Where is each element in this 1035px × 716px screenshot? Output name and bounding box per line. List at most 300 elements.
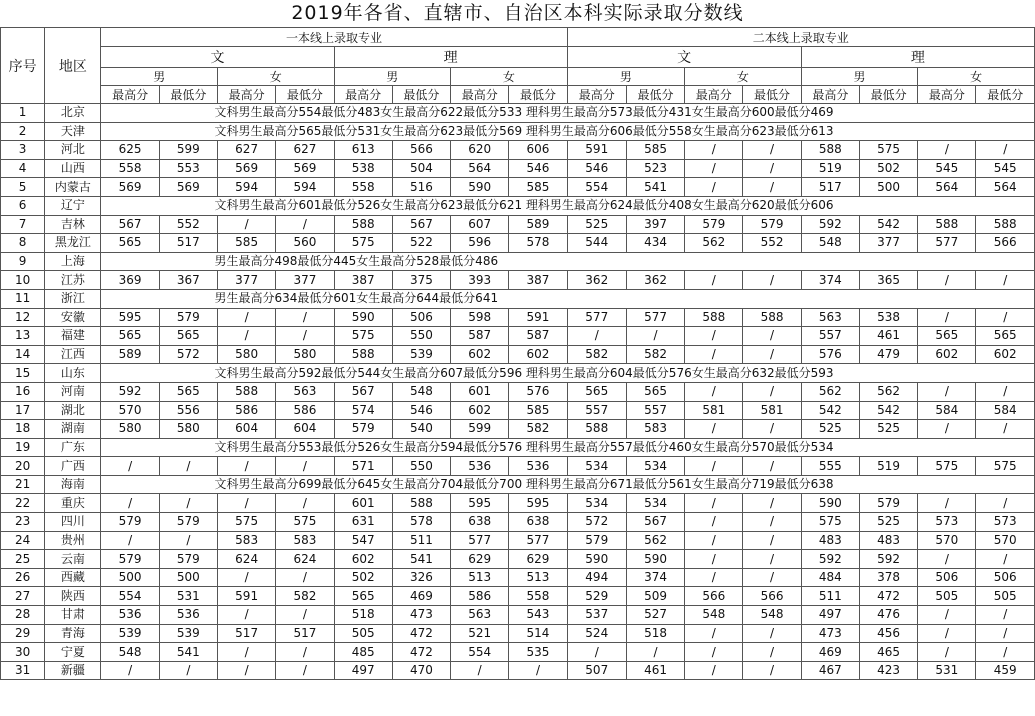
score-cell: 518 bbox=[334, 606, 392, 625]
score-cell: 525 bbox=[801, 420, 859, 439]
score-cell: 548 bbox=[101, 643, 159, 662]
score-cell: / bbox=[743, 494, 801, 513]
header-male: 男 bbox=[101, 68, 218, 86]
table-row bbox=[1, 234, 1035, 253]
score-cell: 367 bbox=[159, 271, 217, 290]
score-cell: 502 bbox=[334, 568, 392, 587]
region-name: 北京 bbox=[45, 104, 101, 123]
score-cell: / bbox=[918, 643, 976, 662]
row-number: 4 bbox=[1, 159, 45, 178]
score-cell: 525 bbox=[859, 513, 917, 532]
score-cell: 627 bbox=[276, 141, 334, 160]
score-cell: 572 bbox=[159, 345, 217, 364]
score-cell: / bbox=[918, 420, 976, 439]
score-cell: 569 bbox=[218, 159, 276, 178]
score-cell: 375 bbox=[392, 271, 450, 290]
score-cell: 582 bbox=[626, 345, 684, 364]
score-cell: 553 bbox=[159, 159, 217, 178]
score-cell: 602 bbox=[334, 550, 392, 569]
row-number: 29 bbox=[1, 624, 45, 643]
score-cell: / bbox=[276, 215, 334, 234]
score-cell: 588 bbox=[392, 494, 450, 513]
table-row bbox=[1, 289, 1035, 308]
score-cell: 579 bbox=[334, 420, 392, 439]
score-cell: 539 bbox=[101, 624, 159, 643]
region-name: 安徽 bbox=[45, 308, 101, 327]
score-cell: 558 bbox=[509, 587, 567, 606]
score-cell: 579 bbox=[159, 513, 217, 532]
score-cell: / bbox=[918, 141, 976, 160]
row-number: 28 bbox=[1, 606, 45, 625]
region-name: 山西 bbox=[45, 159, 101, 178]
header-male: 男 bbox=[567, 68, 685, 86]
score-cell: 573 bbox=[976, 513, 1035, 532]
score-cell: / bbox=[918, 550, 976, 569]
score-cell: 506 bbox=[976, 568, 1035, 587]
score-cell: 574 bbox=[334, 401, 392, 420]
score-cell: / bbox=[743, 159, 801, 178]
table-row bbox=[1, 104, 1035, 123]
merged-score-summary: 文科男生最高分592最低分544女生最高分607最低分596 理科男生最高分604最低分576女生最高分632最低分593 bbox=[101, 364, 1035, 383]
table-row bbox=[1, 457, 1035, 476]
row-number: 20 bbox=[1, 457, 45, 476]
score-cell: 578 bbox=[509, 234, 567, 253]
header-min-score: 最低分 bbox=[392, 86, 450, 104]
score-cell: 594 bbox=[276, 178, 334, 197]
score-cell: / bbox=[276, 661, 334, 680]
header-tier1-wen: 文 bbox=[101, 47, 334, 68]
score-cell: 591 bbox=[567, 141, 626, 160]
score-cell: 542 bbox=[859, 215, 917, 234]
score-cell: 565 bbox=[159, 382, 217, 401]
table-row bbox=[1, 252, 1035, 271]
row-number: 26 bbox=[1, 568, 45, 587]
region-name: 陕西 bbox=[45, 587, 101, 606]
score-cell: 456 bbox=[859, 624, 917, 643]
table-row bbox=[1, 308, 1035, 327]
score-cell: / bbox=[101, 494, 159, 513]
row-number: 23 bbox=[1, 513, 45, 532]
score-cell: 590 bbox=[626, 550, 684, 569]
score-cell: / bbox=[218, 643, 276, 662]
score-cell: 606 bbox=[509, 141, 567, 160]
score-cell: 571 bbox=[334, 457, 392, 476]
score-cell: / bbox=[685, 643, 743, 662]
score-cell: 576 bbox=[509, 382, 567, 401]
score-cell: 461 bbox=[626, 661, 684, 680]
score-cell: 539 bbox=[159, 624, 217, 643]
score-cell: 513 bbox=[509, 568, 567, 587]
score-cell: / bbox=[685, 327, 743, 346]
score-cell: 536 bbox=[101, 606, 159, 625]
score-cell: 580 bbox=[101, 420, 159, 439]
score-cell: 579 bbox=[101, 513, 159, 532]
score-cell: 538 bbox=[334, 159, 392, 178]
score-cell: 564 bbox=[451, 159, 509, 178]
score-cell: 517 bbox=[218, 624, 276, 643]
score-cell: 585 bbox=[509, 401, 567, 420]
region-name: 宁夏 bbox=[45, 643, 101, 662]
score-cell: 586 bbox=[218, 401, 276, 420]
score-cell: 565 bbox=[101, 327, 159, 346]
header-female: 女 bbox=[685, 68, 802, 86]
score-cell: 387 bbox=[334, 271, 392, 290]
score-cell: 588 bbox=[334, 345, 392, 364]
score-cell: 537 bbox=[567, 606, 626, 625]
score-cell: 509 bbox=[626, 587, 684, 606]
header-seq: 序号 bbox=[1, 28, 45, 104]
score-cell: 543 bbox=[509, 606, 567, 625]
score-cell: / bbox=[685, 345, 743, 364]
region-name: 内蒙古 bbox=[45, 178, 101, 197]
score-cell: / bbox=[685, 494, 743, 513]
score-cell: 497 bbox=[334, 661, 392, 680]
score-cell: 566 bbox=[743, 587, 801, 606]
score-cell: / bbox=[276, 327, 334, 346]
score-cell: 546 bbox=[509, 159, 567, 178]
score-cell: 505 bbox=[918, 587, 976, 606]
score-cell: 554 bbox=[451, 643, 509, 662]
score-cell: 545 bbox=[918, 159, 976, 178]
score-cell: 461 bbox=[859, 327, 917, 346]
score-cell: 579 bbox=[159, 308, 217, 327]
score-cell: 397 bbox=[626, 215, 684, 234]
score-cell: 595 bbox=[451, 494, 509, 513]
score-cell: 587 bbox=[509, 327, 567, 346]
score-cell: 581 bbox=[743, 401, 801, 420]
score-cell: 557 bbox=[801, 327, 859, 346]
score-cell: 602 bbox=[451, 401, 509, 420]
score-cell: / bbox=[626, 327, 684, 346]
region-name: 西藏 bbox=[45, 568, 101, 587]
score-cell: 554 bbox=[101, 587, 159, 606]
score-cell: 629 bbox=[451, 550, 509, 569]
score-cell: 541 bbox=[392, 550, 450, 569]
score-cell: 595 bbox=[509, 494, 567, 513]
score-cell: / bbox=[976, 271, 1035, 290]
score-cell: 581 bbox=[685, 401, 743, 420]
score-cell: / bbox=[743, 271, 801, 290]
region-name: 四川 bbox=[45, 513, 101, 532]
score-cell: 575 bbox=[334, 327, 392, 346]
header-female: 女 bbox=[918, 68, 1035, 86]
score-cell: 569 bbox=[101, 178, 159, 197]
score-cell: / bbox=[918, 606, 976, 625]
merged-score-summary: 文科男生最高分699最低分645女生最高分704最低分700 理科男生最高分671最低分561女生最高分719最低分638 bbox=[101, 475, 1035, 494]
table-row bbox=[1, 568, 1035, 587]
region-name: 新疆 bbox=[45, 661, 101, 680]
score-cell: / bbox=[743, 624, 801, 643]
score-cell: 562 bbox=[626, 531, 684, 550]
score-cell: 588 bbox=[218, 382, 276, 401]
score-cell: 579 bbox=[159, 550, 217, 569]
score-cell: / bbox=[159, 494, 217, 513]
merged-score-summary: 文科男生最高分601最低分526女生最高分623最低分621 理科男生最高分624最低分408女生最高分620最低分606 bbox=[101, 196, 1035, 215]
score-cell: / bbox=[101, 531, 159, 550]
header-max-score: 最高分 bbox=[685, 86, 743, 104]
table-row bbox=[1, 196, 1035, 215]
score-cell: 511 bbox=[801, 587, 859, 606]
score-cell: / bbox=[918, 624, 976, 643]
score-cell: / bbox=[743, 568, 801, 587]
score-cell: / bbox=[743, 382, 801, 401]
score-cell: / bbox=[218, 327, 276, 346]
score-cell: 585 bbox=[509, 178, 567, 197]
score-cell: 592 bbox=[801, 550, 859, 569]
score-cell: / bbox=[685, 420, 743, 439]
score-cell: 594 bbox=[218, 178, 276, 197]
score-cell: 575 bbox=[918, 457, 976, 476]
score-cell: 552 bbox=[743, 234, 801, 253]
score-cell: 580 bbox=[276, 345, 334, 364]
score-cell: 598 bbox=[451, 308, 509, 327]
score-cell: 393 bbox=[451, 271, 509, 290]
row-number: 22 bbox=[1, 494, 45, 513]
region-name: 湖南 bbox=[45, 420, 101, 439]
score-cell: 602 bbox=[451, 345, 509, 364]
row-number: 2 bbox=[1, 122, 45, 141]
score-cell: / bbox=[743, 327, 801, 346]
score-cell: 592 bbox=[859, 550, 917, 569]
score-cell: 365 bbox=[859, 271, 917, 290]
score-cell: / bbox=[743, 141, 801, 160]
score-cell: 519 bbox=[801, 159, 859, 178]
score-cell: 377 bbox=[859, 234, 917, 253]
score-cell: 423 bbox=[859, 661, 917, 680]
score-cell: 469 bbox=[392, 587, 450, 606]
score-cell: 500 bbox=[159, 568, 217, 587]
score-cell: 479 bbox=[859, 345, 917, 364]
table-row bbox=[1, 550, 1035, 569]
score-cell: 591 bbox=[218, 587, 276, 606]
score-cell: 536 bbox=[159, 606, 217, 625]
score-cell: 519 bbox=[859, 457, 917, 476]
score-cell: 326 bbox=[392, 568, 450, 587]
score-cell: 538 bbox=[859, 308, 917, 327]
score-cell: 567 bbox=[626, 513, 684, 532]
score-cell: / bbox=[567, 327, 626, 346]
score-cell: 552 bbox=[159, 215, 217, 234]
score-cell: 500 bbox=[101, 568, 159, 587]
score-cell: / bbox=[743, 661, 801, 680]
score-cell: / bbox=[918, 382, 976, 401]
score-cell: 590 bbox=[801, 494, 859, 513]
score-cell: 550 bbox=[392, 327, 450, 346]
header-max-score: 最高分 bbox=[334, 86, 392, 104]
score-cell: 589 bbox=[509, 215, 567, 234]
score-cell: 576 bbox=[801, 345, 859, 364]
table-row bbox=[1, 438, 1035, 457]
table-row bbox=[1, 141, 1035, 160]
score-cell: 472 bbox=[859, 587, 917, 606]
header-female: 女 bbox=[218, 68, 335, 86]
score-cell: 595 bbox=[101, 308, 159, 327]
score-cell: 573 bbox=[918, 513, 976, 532]
score-cell: 548 bbox=[801, 234, 859, 253]
table-row bbox=[1, 345, 1035, 364]
score-cell: 485 bbox=[334, 643, 392, 662]
score-cell: 582 bbox=[276, 587, 334, 606]
score-cell: 469 bbox=[801, 643, 859, 662]
region-name: 天津 bbox=[45, 122, 101, 141]
table-row bbox=[1, 606, 1035, 625]
region-name: 广西 bbox=[45, 457, 101, 476]
score-cell: 588 bbox=[918, 215, 976, 234]
score-cell: 525 bbox=[567, 215, 626, 234]
score-cell: 596 bbox=[451, 234, 509, 253]
region-name: 辽宁 bbox=[45, 196, 101, 215]
score-cell: 638 bbox=[509, 513, 567, 532]
score-cell: / bbox=[218, 606, 276, 625]
score-cell: 588 bbox=[685, 308, 743, 327]
score-cell: 607 bbox=[451, 215, 509, 234]
score-cell: 541 bbox=[159, 643, 217, 662]
score-cell: 564 bbox=[918, 178, 976, 197]
score-cell: 542 bbox=[801, 401, 859, 420]
table-row bbox=[1, 624, 1035, 643]
score-cell: 556 bbox=[159, 401, 217, 420]
row-number: 31 bbox=[1, 661, 45, 680]
region-name: 河南 bbox=[45, 382, 101, 401]
region-name: 贵州 bbox=[45, 531, 101, 550]
score-cell: 546 bbox=[567, 159, 626, 178]
score-cell: 570 bbox=[101, 401, 159, 420]
score-cell: 434 bbox=[626, 234, 684, 253]
score-cell: 548 bbox=[685, 606, 743, 625]
row-number: 30 bbox=[1, 643, 45, 662]
score-cell: 524 bbox=[567, 624, 626, 643]
header-max-score: 最高分 bbox=[801, 86, 859, 104]
row-number: 7 bbox=[1, 215, 45, 234]
table-row bbox=[1, 420, 1035, 439]
score-cell: 378 bbox=[859, 568, 917, 587]
score-cell: 523 bbox=[626, 159, 684, 178]
header-min-score: 最低分 bbox=[626, 86, 684, 104]
score-cell: 497 bbox=[801, 606, 859, 625]
score-cell: 555 bbox=[801, 457, 859, 476]
score-cell: 525 bbox=[859, 420, 917, 439]
region-name: 河北 bbox=[45, 141, 101, 160]
score-cell: 527 bbox=[626, 606, 684, 625]
region-name: 福建 bbox=[45, 327, 101, 346]
score-cell: 506 bbox=[392, 308, 450, 327]
score-cell: 627 bbox=[218, 141, 276, 160]
score-cell: 557 bbox=[567, 401, 626, 420]
score-cell: 604 bbox=[276, 420, 334, 439]
score-cell: 516 bbox=[392, 178, 450, 197]
score-cell: 539 bbox=[392, 345, 450, 364]
score-cell: 534 bbox=[626, 457, 684, 476]
region-name: 江西 bbox=[45, 345, 101, 364]
score-cell: 377 bbox=[218, 271, 276, 290]
score-cell: 588 bbox=[334, 215, 392, 234]
score-cell: / bbox=[976, 420, 1035, 439]
score-cell: 582 bbox=[567, 345, 626, 364]
score-cell: 602 bbox=[918, 345, 976, 364]
score-cell: 580 bbox=[159, 420, 217, 439]
score-cell: 534 bbox=[567, 457, 626, 476]
score-cell: 483 bbox=[801, 531, 859, 550]
score-cell: 579 bbox=[567, 531, 626, 550]
score-cell: / bbox=[918, 271, 976, 290]
table-row bbox=[1, 401, 1035, 420]
score-cell: 591 bbox=[509, 308, 567, 327]
score-cell: / bbox=[218, 457, 276, 476]
score-cell: 638 bbox=[451, 513, 509, 532]
score-cell: / bbox=[451, 661, 509, 680]
score-cell: 577 bbox=[918, 234, 976, 253]
score-cell: 579 bbox=[743, 215, 801, 234]
score-cell: / bbox=[685, 513, 743, 532]
score-cell: 590 bbox=[451, 178, 509, 197]
score-cell: 521 bbox=[451, 624, 509, 643]
score-cell: 517 bbox=[276, 624, 334, 643]
score-cell: / bbox=[685, 457, 743, 476]
header-tier1-li: 理 bbox=[334, 47, 567, 68]
score-cell: / bbox=[976, 308, 1035, 327]
header-male: 男 bbox=[334, 68, 451, 86]
score-cell: 517 bbox=[159, 234, 217, 253]
score-cell: 558 bbox=[101, 159, 159, 178]
score-cell: 578 bbox=[392, 513, 450, 532]
score-cell: 563 bbox=[801, 308, 859, 327]
row-number: 16 bbox=[1, 382, 45, 401]
score-cell: 536 bbox=[451, 457, 509, 476]
score-cell: / bbox=[218, 661, 276, 680]
score-cell: 588 bbox=[743, 308, 801, 327]
table-row bbox=[1, 513, 1035, 532]
score-cell: 473 bbox=[801, 624, 859, 643]
row-number: 18 bbox=[1, 420, 45, 439]
table-row bbox=[1, 494, 1035, 513]
score-cell: 624 bbox=[276, 550, 334, 569]
merged-score-summary: 文科男生最高分554最低分483女生最高分622最低分533 理科男生最高分573最低分431女生最高分600最低分469 bbox=[101, 104, 1035, 123]
score-cell: 459 bbox=[976, 661, 1035, 680]
score-cell: 547 bbox=[334, 531, 392, 550]
score-cell: 567 bbox=[334, 382, 392, 401]
score-cell: 374 bbox=[801, 271, 859, 290]
score-cell: / bbox=[685, 624, 743, 643]
score-cell: 579 bbox=[685, 215, 743, 234]
score-cell: 546 bbox=[392, 401, 450, 420]
score-cell: 535 bbox=[509, 643, 567, 662]
score-cell: / bbox=[509, 661, 567, 680]
row-number: 13 bbox=[1, 327, 45, 346]
score-cell: 531 bbox=[159, 587, 217, 606]
score-cell: / bbox=[685, 661, 743, 680]
score-cell: 577 bbox=[451, 531, 509, 550]
score-cell: 500 bbox=[859, 178, 917, 197]
score-cell: 467 bbox=[801, 661, 859, 680]
score-cell: / bbox=[276, 457, 334, 476]
score-cell: 592 bbox=[101, 382, 159, 401]
score-cell: 584 bbox=[918, 401, 976, 420]
score-cell: 577 bbox=[567, 308, 626, 327]
score-cell: / bbox=[685, 141, 743, 160]
score-cell: 545 bbox=[976, 159, 1035, 178]
score-cell: 504 bbox=[392, 159, 450, 178]
score-cell: / bbox=[685, 531, 743, 550]
region-name: 黑龙江 bbox=[45, 234, 101, 253]
score-cell: 511 bbox=[392, 531, 450, 550]
score-cell: 589 bbox=[101, 345, 159, 364]
region-name: 青海 bbox=[45, 624, 101, 643]
score-cell: 629 bbox=[509, 550, 567, 569]
table-row bbox=[1, 122, 1035, 141]
score-cell: 583 bbox=[276, 531, 334, 550]
score-cell: 585 bbox=[626, 141, 684, 160]
row-number: 25 bbox=[1, 550, 45, 569]
